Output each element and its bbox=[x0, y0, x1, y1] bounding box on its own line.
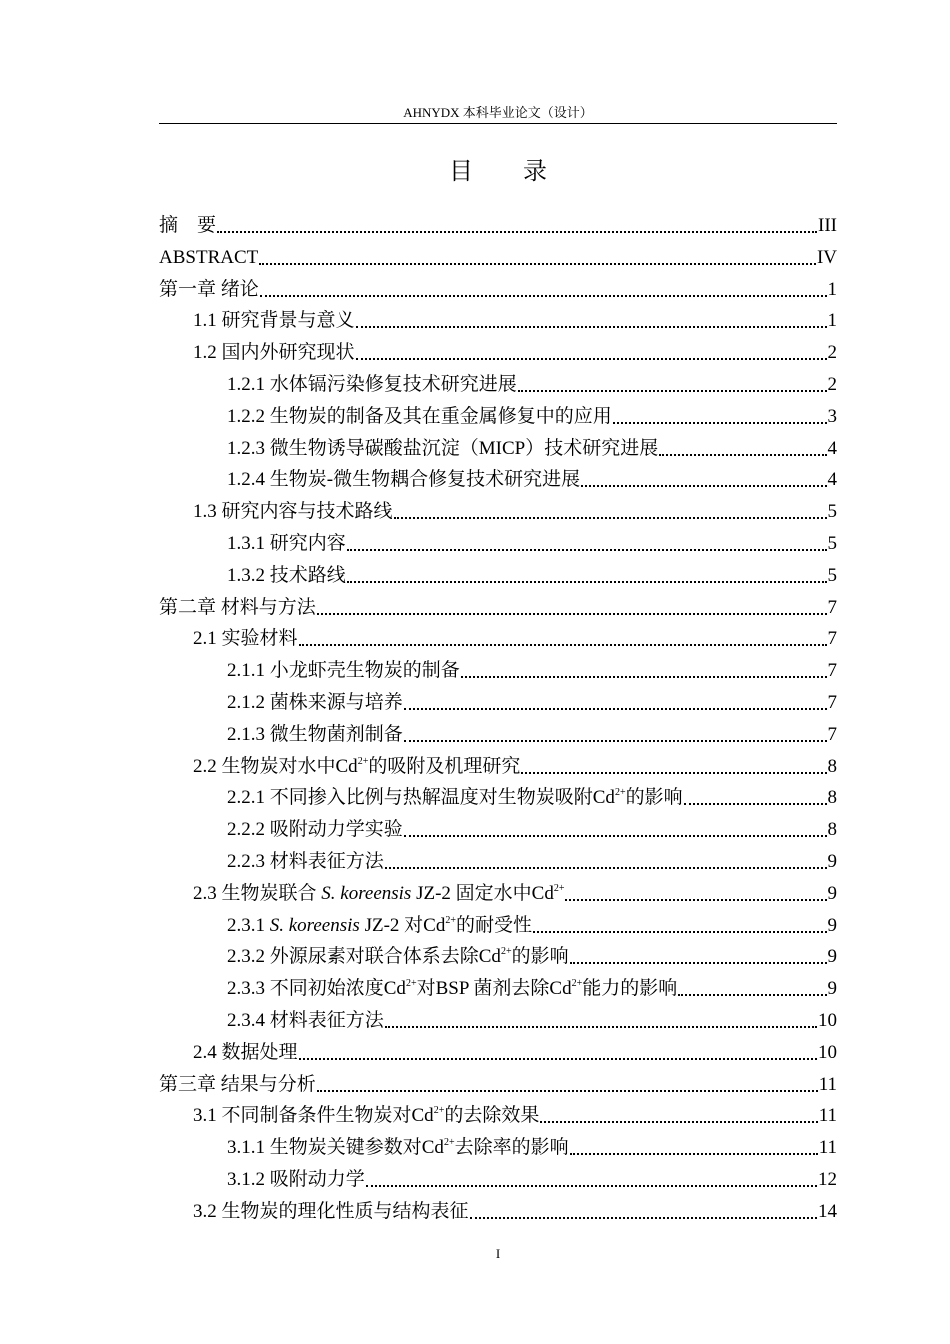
toc-entry-page: 3 bbox=[827, 405, 837, 427]
toc-entry-page: 8 bbox=[827, 787, 837, 809]
toc-entry-title: 2.3.3 不同初始浓度$Cd^{2+}$对BSP 菌剂去除$Cd^{2+}$能力的影响 bbox=[227, 978, 678, 1000]
toc-entry-title: 2.1 实验材料 bbox=[193, 628, 298, 650]
toc-entry-title: 2.2.2 吸附动力学实验 bbox=[227, 819, 403, 841]
toc-entry-page: 9 bbox=[827, 851, 837, 872]
running-header: AHNYDX 本科毕业论文（设计） bbox=[403, 105, 593, 120]
toc-entry-page: 7 bbox=[827, 596, 837, 618]
dot-leader bbox=[404, 835, 827, 837]
dot-leader bbox=[521, 772, 826, 774]
toc-entry-title: 第三章 结果与分析 bbox=[159, 1073, 316, 1095]
dot-leader bbox=[684, 803, 827, 805]
header-rule bbox=[159, 123, 837, 124]
dot-leader bbox=[581, 485, 826, 487]
toc-entry-page: 7 bbox=[827, 723, 837, 745]
toc-entry[interactable] bbox=[159, 333, 837, 365]
dot-leader bbox=[565, 899, 826, 901]
toc-entry-page: 5 bbox=[827, 501, 837, 523]
toc-entry[interactable] bbox=[159, 1160, 837, 1192]
toc-entry[interactable] bbox=[159, 397, 837, 429]
toc-entry-title: 1.3.1 研究内容 bbox=[227, 533, 346, 554]
toc-entry-title: 2.1.3 微生物菌剂制备 bbox=[227, 723, 403, 745]
toc-entry-title: 1.2.3 微生物诱导碳酸盐沉淀（MICP）技术研究进展 bbox=[227, 437, 659, 459]
toc-entry-title: 2.3.4 材料表征方法 bbox=[227, 1010, 384, 1031]
dot-leader bbox=[317, 1090, 818, 1092]
toc-entry[interactable] bbox=[159, 969, 837, 1001]
toc-entry-title: 2.2.1 不同掺入比例与热解温度对生物炭吸附$Cd^{2+}$的影响 bbox=[227, 787, 683, 809]
dot-leader bbox=[461, 676, 827, 678]
dot-leader bbox=[570, 962, 827, 964]
toc-entry[interactable] bbox=[159, 524, 837, 556]
toc-entry-page: 9 bbox=[827, 978, 837, 1000]
dot-leader bbox=[366, 1185, 817, 1187]
toc-entry[interactable] bbox=[159, 556, 837, 588]
toc-entry-title: ABSTRACT bbox=[159, 246, 259, 268]
toc-entry[interactable] bbox=[159, 906, 837, 938]
toc-entry-title: 2.3.1 S. koreensis JZ-2 对$Cd^{2+}$的耐受性 bbox=[227, 914, 532, 936]
toc-entry-title: 2.2 生物炭对水中$Cd^{2+}$的吸附及机理研究 bbox=[193, 755, 521, 777]
toc-entry-page: 7 bbox=[827, 628, 837, 650]
dot-leader bbox=[678, 994, 826, 996]
toc-entry-page: 7 bbox=[827, 692, 837, 713]
toc-entry-page: 10 bbox=[818, 1010, 837, 1031]
toc-entry[interactable] bbox=[159, 683, 837, 715]
toc-entry[interactable] bbox=[159, 651, 837, 683]
toc-title: 目 录 bbox=[449, 159, 569, 185]
toc-entry[interactable] bbox=[159, 1128, 837, 1160]
toc-entry-title: 1.3 研究内容与技术路线 bbox=[193, 501, 393, 523]
toc-entry-page: 2 bbox=[827, 342, 837, 364]
toc-entry[interactable] bbox=[159, 270, 837, 302]
page-number: I bbox=[495, 1246, 501, 1261]
dot-leader bbox=[613, 422, 827, 424]
dot-leader bbox=[404, 708, 827, 710]
toc-entry-page: 2 bbox=[827, 374, 837, 395]
toc-entry-page: 1 bbox=[827, 278, 837, 300]
toc-entry[interactable] bbox=[159, 301, 837, 333]
toc-entry-page: 11 bbox=[818, 1137, 837, 1159]
toc-entry-title: 3.2 生物炭的理化性质与结构表征 bbox=[193, 1200, 469, 1222]
toc-entry-title: 1.2.1 水体镉污染修复技术研究进展 bbox=[227, 374, 517, 395]
dot-leader bbox=[470, 1217, 817, 1219]
dot-leader bbox=[259, 263, 816, 265]
dot-leader bbox=[518, 390, 827, 392]
toc-entry-page: 8 bbox=[827, 819, 837, 841]
toc-entry-page: III bbox=[818, 215, 837, 236]
toc-entry-title: 1.2.4 生物炭-微生物耦合修复技术研究进展 bbox=[227, 469, 581, 491]
toc-entry[interactable] bbox=[159, 429, 837, 461]
toc-entry-title: 1.1 研究背景与意义 bbox=[193, 310, 355, 332]
toc-entry-title: 2.3 生物炭联合 S. koreensis JZ-2 固定水中$Cd^{2+}$ bbox=[193, 882, 565, 904]
toc-entry[interactable] bbox=[159, 715, 837, 747]
toc-entry[interactable] bbox=[159, 619, 837, 651]
toc-entry-page: 14 bbox=[818, 1200, 837, 1222]
toc-entry[interactable] bbox=[159, 1033, 837, 1065]
dot-leader bbox=[385, 1026, 817, 1028]
toc-entry[interactable] bbox=[159, 1001, 837, 1033]
toc-entry[interactable] bbox=[159, 747, 837, 779]
dot-leader bbox=[317, 613, 827, 615]
toc-entry[interactable] bbox=[159, 238, 837, 270]
toc-entry-page: 11 bbox=[818, 1073, 837, 1095]
toc-entry-page: 9 bbox=[827, 946, 837, 968]
dot-leader bbox=[356, 326, 827, 328]
toc-entry-title: 2.3.2 外源尿素对联合体系去除$Cd^{2+}$的影响 bbox=[227, 946, 569, 968]
toc-entry-title: 摘 要 bbox=[159, 215, 217, 236]
toc-entry[interactable] bbox=[159, 1192, 837, 1224]
toc-entry-page: 1 bbox=[827, 310, 837, 332]
dot-leader bbox=[533, 931, 827, 933]
toc-entry-page: 5 bbox=[827, 564, 837, 586]
toc-entry-page: 8 bbox=[827, 755, 837, 777]
dot-leader bbox=[347, 549, 827, 551]
toc-entry[interactable] bbox=[159, 1065, 837, 1097]
toc-entry[interactable] bbox=[159, 810, 837, 842]
toc-entry[interactable] bbox=[159, 588, 837, 620]
toc-entry-title: 2.1.1 小龙虾壳生物炭的制备 bbox=[227, 660, 460, 682]
dot-leader bbox=[260, 295, 827, 297]
dot-leader bbox=[347, 581, 827, 583]
dot-leader bbox=[299, 1058, 817, 1060]
toc-entry[interactable] bbox=[159, 460, 837, 492]
dot-leader bbox=[540, 1121, 817, 1123]
toc-entry-title: 1.2.2 生物炭的制备及其在重金属修复中的应用 bbox=[227, 405, 612, 427]
dot-leader bbox=[394, 517, 827, 519]
toc-entry-page: 11 bbox=[818, 1105, 837, 1127]
toc-entry-title: 3.1.1 生物炭关键参数对$Cd^{2+}$去除率的影响 bbox=[227, 1137, 569, 1159]
toc-entry[interactable] bbox=[159, 206, 837, 238]
toc-entry-page: 10 bbox=[818, 1041, 837, 1063]
toc-entry-page: 4 bbox=[827, 437, 837, 459]
dot-leader bbox=[356, 358, 827, 360]
toc-entry[interactable] bbox=[159, 937, 837, 969]
toc-entry-page: 9 bbox=[827, 882, 837, 904]
toc-entry[interactable] bbox=[159, 365, 837, 397]
toc-entry-title: 2.4 数据处理 bbox=[193, 1041, 298, 1063]
toc-entry-page: 5 bbox=[827, 533, 837, 554]
toc-entry[interactable] bbox=[159, 778, 837, 810]
toc-entry-title: 2.2.3 材料表征方法 bbox=[227, 851, 384, 872]
dot-leader bbox=[385, 867, 827, 869]
toc-entry[interactable] bbox=[159, 874, 837, 906]
toc-entry[interactable] bbox=[159, 1096, 837, 1128]
toc-entry-page: 12 bbox=[818, 1169, 837, 1190]
dot-leader bbox=[570, 1153, 818, 1155]
toc-entry-title: 3.1 不同制备条件生物炭对$Cd^{2+}$的去除效果 bbox=[193, 1105, 540, 1127]
toc-entry-title: 3.1.2 吸附动力学 bbox=[227, 1169, 365, 1190]
toc-entry-title: 第一章 绪论 bbox=[159, 278, 259, 300]
toc-entry-page: 7 bbox=[827, 660, 837, 682]
dot-leader bbox=[217, 231, 817, 233]
toc-entry-page: IV bbox=[816, 246, 837, 268]
dot-leader bbox=[299, 644, 827, 646]
dot-leader bbox=[404, 740, 827, 742]
toc-entry-page: 9 bbox=[827, 914, 837, 936]
toc-entry-title: 1.2 国内外研究现状 bbox=[193, 342, 355, 364]
toc-entry-title: 1.3.2 技术路线 bbox=[227, 564, 346, 586]
dot-leader bbox=[659, 454, 826, 456]
toc-entry-title: 2.1.2 菌株来源与培养 bbox=[227, 692, 403, 713]
toc-entry-page: 4 bbox=[827, 469, 837, 491]
toc-entry[interactable] bbox=[159, 842, 837, 874]
toc-entry-title: 第二章 材料与方法 bbox=[159, 596, 316, 618]
toc-entry[interactable] bbox=[159, 492, 837, 524]
